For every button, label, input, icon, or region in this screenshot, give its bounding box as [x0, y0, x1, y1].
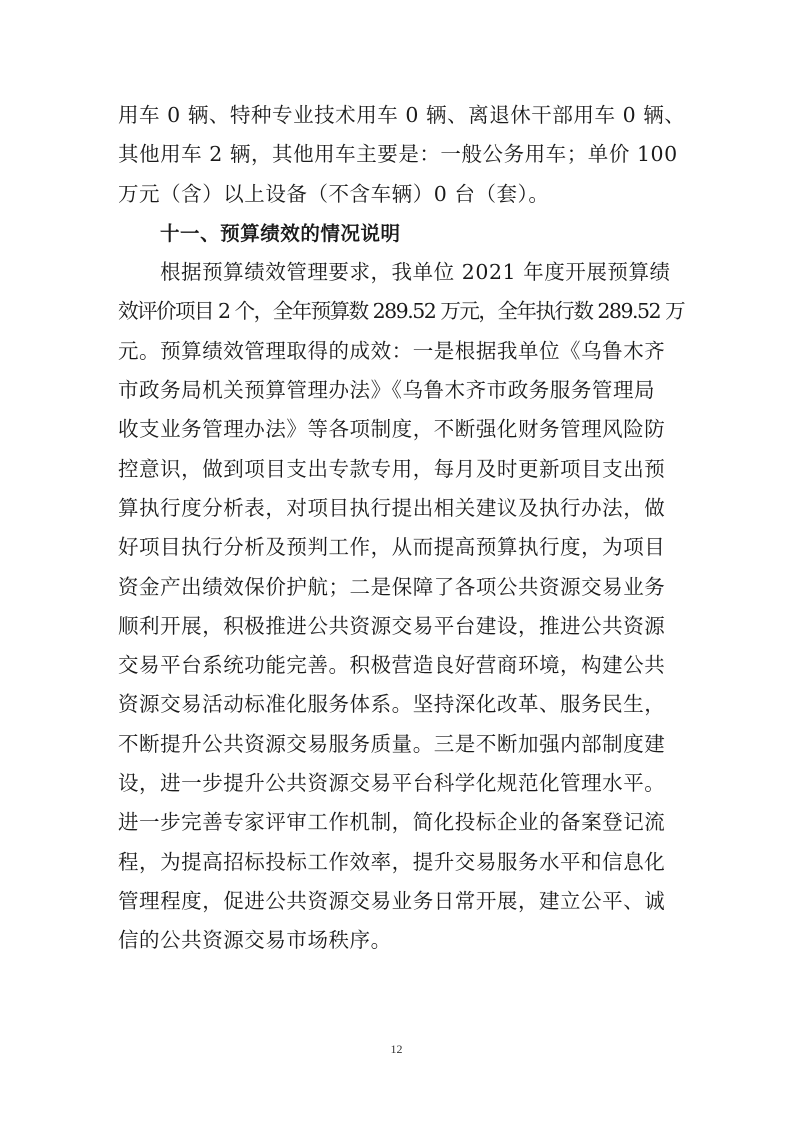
page-number: 12: [390, 1042, 403, 1056]
text-line: 效评价项目 2 个，全年预算数 289.52 万元，全年执行数 289.52 万: [118, 299, 685, 324]
text-line: 信的公共资源交易市场秩序。: [118, 928, 392, 953]
text-line: 好项目执行分析及预判工作，从而提高预算执行度，为项目: [118, 535, 666, 560]
text-line: 算执行度分析表，对项目执行提出相关建议及执行办法，做: [118, 495, 666, 520]
text-line: 程，为提高招标投标工作效率，提升交易服务水平和信息化: [118, 849, 666, 874]
text-line: 市政务局机关预算管理办法》《乌鲁木齐市政务服务管理局: [118, 378, 656, 403]
text-line: 收支业务管理办法》等各项制度，不断强化财务管理风险防: [118, 417, 666, 442]
text-line: 进一步完善专家评审工作机制，简化投标企业的备案登记流: [118, 810, 666, 835]
section-heading: 十一、预算绩效的情况说明: [160, 221, 401, 245]
text-line: 管理程度，促进公共资源交易业务日常开展，建立公平、诚: [118, 888, 666, 913]
text-line: 其他用车 2 辆，其他用车主要是：一般公务用车；单价 100: [118, 142, 678, 167]
text-line: 交易平台系统功能完善。积极营造良好营商环境，构建公共: [118, 653, 666, 678]
text-line: 用车 0 辆、特种专业技术用车 0 辆、离退休干部用车 0 辆、: [118, 103, 686, 127]
text-line: 顺利开展，积极推进公共资源交易平台建设，推进公共资源: [118, 613, 666, 638]
text-line: 元。预算绩效管理取得的成效：一是根据我单位《乌鲁木齐: [118, 338, 666, 363]
text-line: 控意识，做到项目支出专款专用，每月及时更新项目支出预: [118, 456, 666, 481]
text-line: 根据预算绩效管理要求，我单位 2021 年度开展预算绩: [160, 260, 671, 285]
text-line: 资金产出绩效保价护航；二是保障了各项公共资源交易业务: [118, 574, 666, 599]
body-text: [118, 96, 686, 961]
text-line: 资源交易活动标准化服务体系。坚持深化改革、服务民生，: [118, 692, 666, 717]
text-line: 不断提升公共资源交易服务质量。三是不断加强内部制度建: [118, 731, 666, 756]
text-line: 万元（含）以上设备（不含车辆）0 台（套）。: [118, 181, 550, 206]
text-line: 设，进一步提升公共资源交易平台科学化规范化管理水平。: [118, 771, 666, 796]
